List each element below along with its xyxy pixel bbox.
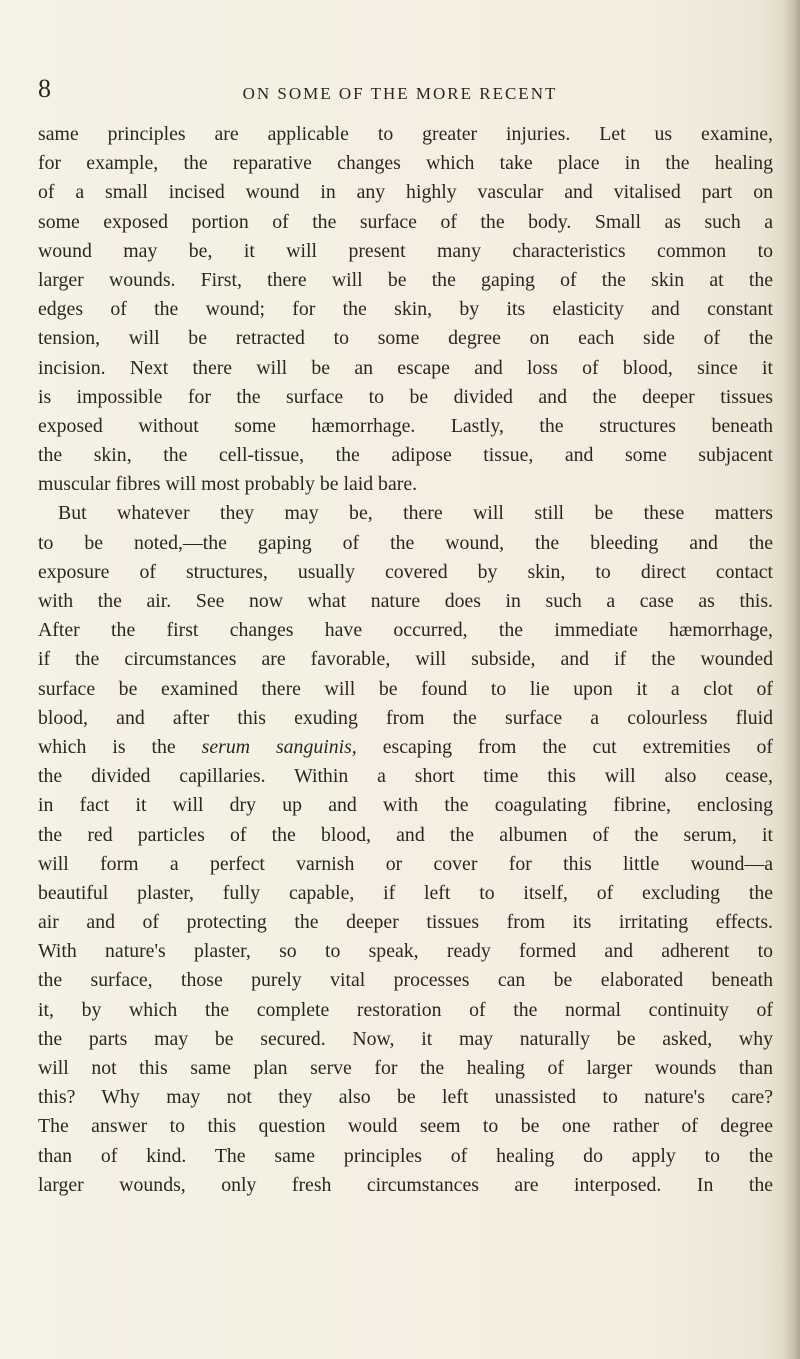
text-line: exposure of structures, usually covered by skin, to direct contact: [38, 560, 773, 583]
running-head: ON SOME OF THE MORE RECENT: [242, 84, 558, 103]
text-fragment: which is the: [38, 735, 176, 758]
text-line: than of kind. The same principles of healing do apply to the: [38, 1144, 773, 1167]
text-line: muscular fibres will most probably be laid bare.: [38, 473, 418, 496]
text-fragment: escaping from the cut extremities of: [382, 735, 773, 758]
text-line: it, by which the complete restoration of the normal continuity of: [38, 998, 773, 1021]
text-line-mixed: [38, 733, 773, 762]
text-line: the red particles of the blood, and the albumen of the serum, it: [38, 823, 773, 846]
text-line: the parts may be secured. Now, it may naturally be asked, why: [38, 1027, 773, 1050]
text-line: The answer to this question would seem to be one rather of degree: [38, 1115, 773, 1138]
text-line: beautiful plaster, fully capable, if left to itself, of excluding the: [38, 881, 773, 904]
text-line: will form a perfect varnish or cover for this little wound—a: [38, 852, 773, 875]
text-line: this? Why may not they also be left unassisted to nature's care?: [38, 1086, 773, 1109]
text-line: With nature's plaster, so to speak, ready formed and adherent to: [38, 940, 773, 963]
text-line: exposed without some hæmorrhage. Lastly, the structures beneath: [38, 414, 773, 437]
text-line: But whatever they may be, there will still be these matters: [58, 502, 773, 525]
text-line: After the first changes have occurred, the immediate hæmorrhage,: [38, 619, 773, 642]
text-line: will not this same plan serve for the healing of larger wounds than: [38, 1057, 773, 1079]
text-line: if the circumstances are favorable, will subside, and if the wounded: [38, 648, 773, 671]
text-line: the surface, those purely vital processes can be elaborated beneath: [38, 969, 773, 992]
text-line: edges of the wound; for the skin, by its elasticity and constant: [38, 298, 773, 321]
text-line: blood, and after this exuding from the surface a colourless fluid: [38, 706, 773, 729]
body-text: [38, 120, 773, 1200]
page-edge-shadow: [782, 0, 800, 1359]
text-line: larger wounds, only fresh circumstances are interposed. In the: [38, 1173, 773, 1196]
text-line: of a small incised wound in any highly vascular and vitalised part on: [38, 181, 773, 204]
text-line: wound may be, it will present many characteristics common to: [38, 239, 773, 262]
text-line: to be noted,—the gaping of the wound, the bleeding and the: [38, 531, 773, 554]
text-line: air and of protecting the deeper tissues from its irritating effects.: [38, 911, 773, 934]
text-line: the divided capillaries. Within a short time this will also cease,: [38, 765, 773, 788]
text-line: tension, will be retracted to some degree on each side of the: [38, 327, 773, 350]
text-line: same principles are applicable to greater injuries. Let us examine,: [38, 123, 773, 145]
text-line: surface be examined there will be found to lie upon it a clot of: [38, 677, 773, 700]
text-line: some exposed portion of the surface of the body. Small as such a: [38, 210, 773, 233]
page-number: 8: [38, 74, 51, 103]
italic-term: serum sanguinis,: [201, 735, 357, 758]
text-line: with the air. See now what nature does in such a case as this.: [38, 590, 773, 612]
text-line: for example, the reparative changes which take place in the healing: [38, 152, 773, 175]
text-line: larger wounds. First, there will be the gaping of the skin at the: [38, 268, 773, 291]
text-line: incision. Next there will be an escape and loss of blood, since it: [38, 356, 773, 379]
text-line: is impossible for the surface to be divided and the deeper tissues: [38, 385, 773, 408]
text-line: the skin, the cell-tissue, the adipose tissue, and some subjacent: [38, 444, 773, 467]
text-line: in fact it will dry up and with the coagulating fibrine, enclosing: [38, 794, 773, 817]
